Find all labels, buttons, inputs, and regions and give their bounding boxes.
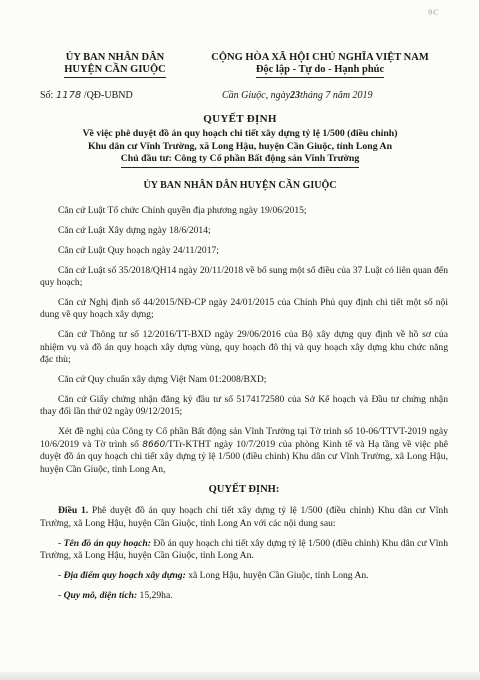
docno-suffix: /QĐ-UBND bbox=[81, 90, 133, 101]
article-1-text: Phê duyệt đồ án quy hoạch chi tiết xây dựng tỷ lệ 1/500 (điều chỉnh) Khu dân cư Vĩnh Trường, xã Long Hậu, huyện Cần Giuộc, tỉnh Long An với các nội dung sau: bbox=[40, 505, 449, 529]
legal-ground: Căn cứ Thông tư số 12/2016/TT-BXD ngày 29/06/2016 của Bộ xây dựng quy định về hồ sơ của nhiệm vụ và đồ án quy hoạch xây dựng vùng, quy hoạch đô thị và quy hoạch xây dựng khu chức năng đặc thù; bbox=[40, 329, 448, 366]
subject-line-3: Chủ đầu tư: Công ty Cổ phần Bất động sản Vĩnh Trường bbox=[121, 153, 360, 168]
place-suffix: tháng 7 năm 2019 bbox=[300, 90, 373, 101]
docno-prefix: Số: bbox=[40, 90, 56, 101]
docno-handwritten-number: 1178 bbox=[55, 90, 82, 101]
subject-line-1: Về việc phê duyệt đồ án quy hoạch chi tiết xây dựng tỷ lệ 1/500 (điều chỉnh) bbox=[82, 128, 398, 139]
article-item bbox=[40, 538, 448, 563]
legal-ground: Căn cứ Luật Quy hoạch ngày 24/11/2017; bbox=[58, 244, 219, 256]
article-1-label: Điều 1. bbox=[58, 505, 89, 517]
subject-line-3-wrap bbox=[40, 153, 440, 168]
decision-authority: ỦY BAN NHÂN DÂN HUYỆN CẦN GIUỘC bbox=[143, 180, 337, 191]
article-item-text: xã Long Hậu, huyện Cần Giuộc, tỉnh Long An. bbox=[185, 569, 369, 581]
national-header bbox=[190, 52, 450, 78]
place-and-date bbox=[222, 90, 373, 101]
national-name: CỘNG HÒA XÃ HỘI CHỦ NGHĨA VIỆT NAM bbox=[211, 52, 429, 63]
legal-ground: Căn cứ Luật Xây dựng ngày 18/6/2014; bbox=[58, 224, 211, 236]
article-item-label: - Địa điểm quy hoạch xây dựng: bbox=[58, 569, 186, 581]
issuing-authority-header bbox=[40, 52, 190, 78]
legal-ground: Căn cứ Luật Tổ chức Chính quyền địa phương ngày 19/06/2015; bbox=[58, 205, 307, 216]
corner-handwritten-mark: 9C bbox=[428, 8, 440, 17]
authority-line-2: HUYỆN CẦN GIUỘC bbox=[64, 64, 166, 78]
article-item-label: - Tên đồ án quy hoạch: bbox=[58, 537, 151, 549]
legal-ground: Căn cứ Nghị định số 44/2015/NĐ-CP ngày 24/01/2015 của Chính Phủ quy định chi tiết một số nội dung về quy hoạch xây dựng; bbox=[40, 297, 448, 321]
document-body bbox=[40, 205, 448, 610]
proposal-paragraph bbox=[40, 426, 448, 476]
authority-line-2-wrap bbox=[40, 64, 190, 78]
place-prefix: Cần Giuộc, ngày bbox=[222, 90, 291, 101]
authority-line-1: ỦY BAN NHÂN DÂN bbox=[65, 52, 165, 63]
article-item-text: 15,29ha. bbox=[137, 589, 173, 601]
document-number bbox=[40, 90, 133, 101]
proposal-handwritten-number: 8660 bbox=[142, 439, 166, 450]
legal-ground: Căn cứ Luật số 35/2018/QH14 ngày 20/11/2018 về bổ sung một số điều của 37 Luật có liên quan đến quy hoạch; bbox=[40, 264, 448, 289]
subject-line-2: Khu dân cư Vĩnh Trường, xã Long Hậu, huyện Cần Giuộc, tỉnh Long An bbox=[87, 140, 393, 152]
legal-ground: Căn cứ Quy chuẩn xây dựng Việt Nam 01:2008/BXD; bbox=[58, 374, 267, 386]
legal-ground: Căn cứ Giấy chứng nhận đăng ký đầu tư số 5174172580 của Sở Kế hoạch và Đầu tư chứng nhận thay đổi lần thứ 02 ngày 09/12/2015; bbox=[40, 393, 448, 418]
article-item bbox=[40, 590, 448, 602]
document-title: QUYẾT ĐỊNH bbox=[203, 113, 277, 125]
article-item-label: - Quy mô, diện tích: bbox=[58, 589, 138, 601]
proposal-part-1: Xét đề nghị của Công ty Cổ phần Bất động sản Vĩnh Trường tại Tờ trình số 10-06/TTVT-2019 ngày 10/6/2019 và Tờ trình số bbox=[40, 426, 448, 450]
document-subject bbox=[40, 128, 440, 168]
article-item-text: Đồ án quy hoạch chi tiết xây dựng tỷ lệ 1/500 (điều chỉnh) Khu dân cư Vĩnh Trường, xã Long Hậu, huyện Cần Giuộc, tỉnh Long An. bbox=[40, 537, 448, 562]
national-motto: Độc lập - Tự do - Hạnh phúc bbox=[256, 64, 384, 78]
article-item bbox=[40, 570, 448, 582]
motto-wrap bbox=[190, 64, 450, 78]
proposal-part-2: /TTr-KTHT ngày 10/7/2019 của phòng Kinh tế và Hạ tầng về việc phê duyệt đồ án quy hoạch chi tiết xây dựng tỷ lệ 1/500 (điều chỉnh) Khu dân cư Vĩnh Trường, xã Long Hậu, huyện Cần Giuộc, tỉnh Long An, bbox=[40, 438, 448, 475]
scan-bottom-edge bbox=[0, 672, 480, 680]
handwritten-day: 23 bbox=[290, 90, 301, 101]
decision-heading: QUYẾT ĐỊNH: bbox=[208, 483, 280, 495]
article-1 bbox=[40, 505, 448, 530]
